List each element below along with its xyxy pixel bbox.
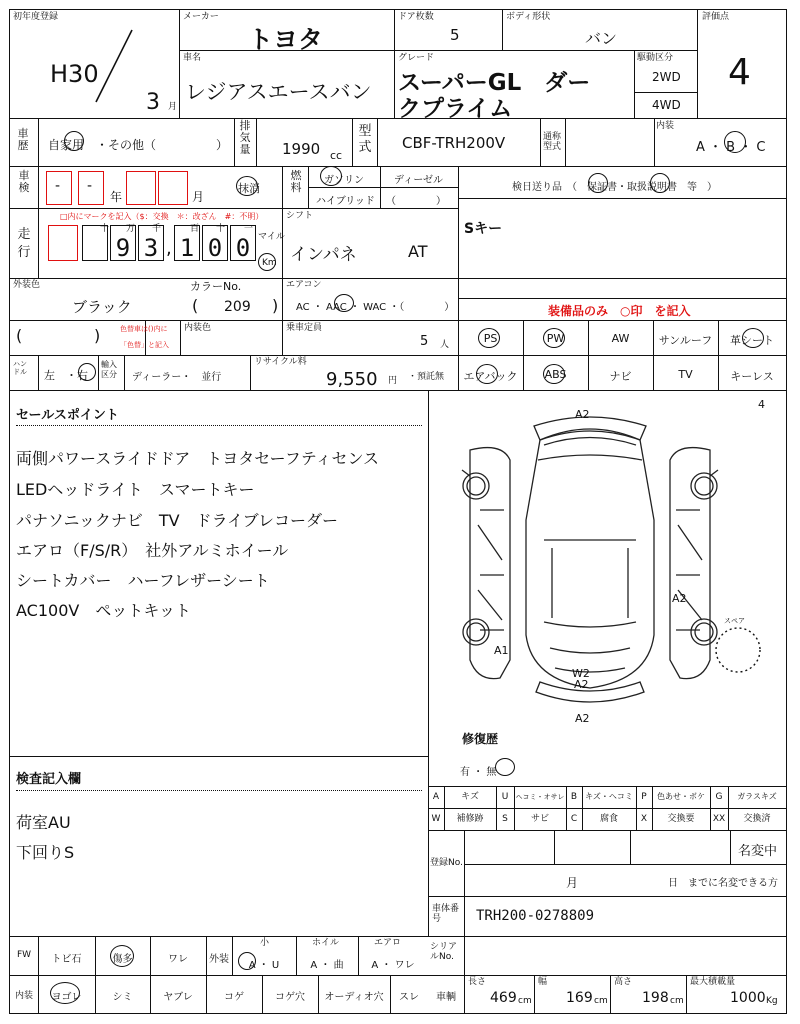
- diagram-mark-2: A2: [672, 592, 687, 605]
- aero-opts: A ・ ワレ: [371, 960, 415, 971]
- legend-0-2: U: [501, 792, 509, 802]
- ac-circle: [334, 294, 354, 312]
- fuel-paren: （ ）: [386, 196, 446, 207]
- digit-label-0: 十: [100, 224, 110, 234]
- car-diagram: [440, 400, 780, 730]
- reg-day-deadline: 日 までに名変できる方: [668, 878, 778, 889]
- shift-label: シフト: [286, 211, 314, 221]
- legend-0-6: P: [641, 792, 647, 802]
- repair-none-circle: [495, 758, 515, 776]
- color-no-value: 209: [224, 299, 251, 315]
- body-type-value: バン: [585, 29, 618, 48]
- interior-item-7: スレ: [399, 992, 419, 1003]
- legend-1-7: 交換要: [667, 814, 695, 824]
- sales-line-4: エアロ（F/S/R） 社外アルミホイール: [16, 541, 289, 560]
- interior-item-1-circle: [50, 982, 80, 1004]
- displacement-label: 排気量: [239, 119, 251, 156]
- capacity-label: 乗車定員: [286, 323, 323, 333]
- recycle-label: リサイクル料: [254, 357, 307, 367]
- mileage-comma: ,: [166, 238, 172, 259]
- width-unit: cm: [594, 996, 608, 1006]
- legend-1-2: S: [502, 814, 508, 824]
- diagram-page-number: 4: [758, 398, 765, 411]
- score-value: 4: [728, 52, 751, 93]
- length-value: 469: [490, 990, 517, 1006]
- wheel-opts: A ・ 曲: [310, 960, 344, 971]
- import-label: 輸入区分: [101, 360, 117, 379]
- legend-0-8: G: [715, 792, 723, 802]
- interior-item-3: ヤブレ: [163, 992, 193, 1003]
- digit-label-1: 万: [126, 224, 136, 234]
- first-reg-month: 3: [146, 90, 160, 115]
- equip-tv: TV: [678, 368, 693, 381]
- legend-1-1: 補修跡: [456, 814, 484, 824]
- inspection-notes-title: 検査記入欄: [16, 772, 82, 787]
- maker-label: メーカー: [183, 12, 219, 22]
- bring-items: 検日送り品 （ 保証書・取扱説明書 等 ）: [512, 182, 717, 193]
- max-load-label: 最大積載量: [690, 977, 736, 987]
- equip-pw-circle: [543, 328, 565, 348]
- small-opts-circle: [238, 952, 256, 970]
- first-reg-slash: [90, 26, 140, 106]
- equip-sunroof: サンルーフ: [658, 334, 713, 347]
- repaint-note-1: 色替車は()内に: [120, 325, 168, 333]
- insp-digit-1: -: [46, 171, 72, 205]
- model-value: CBF-TRH200V: [402, 134, 506, 152]
- bring-item-circle-1: [588, 173, 608, 193]
- score-label: 評価点: [702, 12, 730, 22]
- fuel-diesel: ディーゼル: [394, 175, 443, 186]
- insp-month-1: [126, 171, 156, 205]
- name-change: 名変中: [738, 844, 778, 859]
- grade-line1: スーパーGL ダー: [398, 70, 591, 96]
- interior-item-4: コゲ: [224, 992, 244, 1003]
- sales-points-title: セールスポイント: [16, 408, 119, 423]
- interior-grade-circle: [724, 131, 746, 153]
- small-label: 小: [260, 938, 270, 948]
- interior-grade: A ・ B ・ C: [696, 140, 766, 155]
- length-label: 長さ: [468, 977, 487, 987]
- fuel-label: 燃料: [290, 169, 302, 194]
- digit-label-2: 千: [152, 224, 162, 234]
- fw-item-2: 傷多: [112, 954, 133, 965]
- mileage-instruction: □内にマークを記入（$：交換 ＊：改ざん #：不明）: [60, 212, 264, 221]
- km-label: Km: [262, 258, 277, 268]
- insp-month-2: [158, 171, 188, 205]
- dims-label: 車輌: [436, 992, 456, 1003]
- legend-1-0: W: [431, 814, 441, 824]
- diagram-mark-5: A2: [574, 678, 589, 691]
- first-reg-label: 初年度登録: [13, 12, 59, 22]
- fuel-hybrid: ハイブリッド: [316, 196, 375, 207]
- recycle-deposit: ・預託無: [408, 372, 445, 382]
- displacement-value: 1990: [282, 140, 321, 158]
- history-label: 車歴: [17, 127, 29, 152]
- ac-options: AC ・ AAC ・ WAC ・（ ）: [296, 302, 455, 313]
- legend-0-1: キズ: [461, 792, 479, 802]
- equip-keyless: キーレス: [730, 370, 774, 383]
- inspection-line-1: 荷室AU: [16, 813, 71, 832]
- legend-1-8: XX: [712, 814, 726, 824]
- usage-circle: [64, 131, 84, 151]
- first-reg-year: H30: [50, 60, 99, 88]
- color-no-paren-open: (: [192, 296, 199, 315]
- sales-line-2: LEDヘッドライト スマートキー: [16, 480, 255, 499]
- sales-line-5: シートカバー ハーフレザーシート: [16, 571, 270, 590]
- equip-abs-circle: [543, 364, 565, 384]
- drive-2wd: 2WD: [652, 70, 681, 84]
- sales-line-3: パナソニックナビ TV ドライブレコーダー: [16, 511, 338, 530]
- serial-label: シリアルNo.: [430, 942, 458, 962]
- fw-item-2-circle: [110, 945, 134, 967]
- mileage-digit-box-4: 1: [174, 225, 200, 261]
- km-circle: [258, 253, 276, 271]
- equip-ps: PS: [483, 332, 498, 345]
- fw-item-3: ワレ: [168, 954, 188, 965]
- repaint-note-2: 「色替」と記入: [120, 341, 169, 349]
- legend-1-9: 交換済: [743, 814, 771, 824]
- interior-item-1: ヨゴレ: [51, 992, 82, 1003]
- repaint-paren-close: ): [94, 326, 101, 345]
- mileage-digit-box-0: [48, 225, 78, 261]
- car-name-value: レジアスエースバン: [185, 80, 372, 104]
- exterior-label: 外装: [209, 954, 229, 965]
- drive-label: 駆動区分: [637, 53, 674, 63]
- max-load-value: 1000: [730, 990, 766, 1006]
- length-unit: cm: [518, 996, 532, 1006]
- legend-1-4: C: [570, 814, 578, 824]
- width-value: 169: [566, 990, 593, 1006]
- digit-label-4: 十: [216, 224, 226, 234]
- drive-4wd: 4WD: [652, 98, 681, 112]
- maker-value: トヨタ: [248, 25, 324, 54]
- equip-airbag-circle: [476, 364, 498, 384]
- interior-row-label: 内装: [14, 991, 33, 1001]
- common-model-label: 通称型式: [543, 132, 562, 152]
- car-name-label: 車名: [183, 53, 202, 63]
- legend-0-5: キズ・ヘコミ: [585, 792, 633, 801]
- ac-label: エアコン: [286, 280, 322, 290]
- interior-label: 内装: [656, 121, 675, 131]
- interior-item-5: コゲ穴: [275, 992, 305, 1003]
- aero-label: エアロ: [374, 938, 402, 948]
- interior-item-6: オーディオ穴: [324, 992, 384, 1003]
- grade-line2: クプライム: [398, 96, 513, 122]
- insp-expired: 抹消: [238, 182, 260, 195]
- doors-value: 5: [450, 26, 460, 44]
- repair-history-options: 有 ・ 無: [460, 767, 497, 778]
- fuel-gasoline: ガソリン: [324, 175, 364, 186]
- legend-1-3: サビ: [530, 814, 549, 824]
- mileage-label: 走行: [17, 227, 31, 260]
- legend-0-9: ガラスキズ: [737, 792, 777, 801]
- equip-navi: ナビ: [609, 370, 632, 383]
- equip-abs: ABS: [544, 368, 567, 381]
- equip-leather: 革シート: [730, 334, 774, 347]
- reg-month: 月: [566, 876, 579, 890]
- inspection-line-2: 下回りS: [16, 843, 75, 862]
- digit-label-3: 百: [190, 224, 200, 234]
- model-label: 型式: [358, 124, 372, 155]
- handle-side: 左 ・右: [44, 369, 88, 382]
- height-label: 高さ: [614, 977, 633, 987]
- insp-month-unit: 月: [192, 190, 205, 204]
- notes-title: Sキー: [464, 221, 503, 237]
- displacement-unit: cc: [330, 149, 343, 162]
- handle-side-circle: [78, 363, 96, 381]
- interior-color-label: 内装色: [184, 323, 212, 333]
- equip-ps-circle: [478, 328, 500, 348]
- sales-line-6: AC100V ペットキット: [16, 601, 192, 620]
- height-value: 198: [642, 990, 669, 1006]
- equip-airbag: エアバック: [463, 370, 518, 383]
- fuel-gasoline-circle: [320, 166, 342, 186]
- mileage-digit-box-6: 0: [230, 225, 256, 261]
- fw-item-1: トビ石: [51, 954, 82, 965]
- legend-0-7: 色あせ・ボケ: [657, 792, 705, 801]
- handle-label: ハンドル: [13, 360, 27, 376]
- mileage-digit-box-5: 0: [202, 225, 228, 261]
- doors-label: ドア枚数: [398, 12, 434, 22]
- grade-label: グレード: [398, 53, 435, 63]
- digit-label-5: 一: [244, 224, 254, 234]
- month-unit: 月: [168, 102, 178, 112]
- capacity-value: 5: [420, 334, 429, 349]
- inspection-label: 車検: [18, 169, 30, 194]
- legend-0-3: ヘコミ・オサレ: [515, 793, 565, 801]
- bring-item-circle-2: [650, 173, 670, 193]
- color-no-label: カラーNo.: [190, 280, 242, 293]
- diagram-mark-4: W2: [572, 667, 590, 680]
- body-type-label: ボディ形状: [506, 12, 551, 22]
- exterior-color-label: 外装色: [13, 280, 41, 290]
- vin-label: 車体番号: [432, 904, 460, 924]
- small-opts: A ・ U: [248, 960, 280, 971]
- legend-0-0: A: [432, 792, 440, 802]
- reg-no-label: 登録No.: [430, 858, 463, 868]
- insp-year-unit: 年: [110, 190, 123, 204]
- interior-item-2: シミ: [112, 992, 133, 1003]
- recycle-fee: 9,550: [326, 369, 378, 390]
- fw-label: FW: [16, 950, 32, 960]
- vin-value: TRH200-0278809: [476, 908, 595, 924]
- repair-history-label: 修復歴: [462, 732, 499, 746]
- usage-value: 自家用 ・その他（ ）: [48, 138, 229, 152]
- max-load-unit: Kg: [766, 996, 778, 1006]
- capacity-unit: 人: [440, 340, 450, 350]
- width-label: 幅: [538, 977, 548, 987]
- equip-aw: AW: [611, 332, 630, 345]
- repaint-paren-open: (: [16, 326, 23, 345]
- equip-leather-circle: [742, 328, 764, 348]
- color-no-paren-close: ): [272, 296, 279, 315]
- legend-1-6: X: [640, 814, 648, 824]
- mileage-digit-box-2: 9: [110, 225, 136, 261]
- mileage-digit-box-3: 3: [138, 225, 164, 261]
- shift-position: インパネ: [290, 245, 357, 265]
- insp-digit-2: -: [78, 171, 104, 205]
- diagram-mark-6: A2: [575, 712, 590, 725]
- exterior-color-value: ブラック: [72, 298, 132, 316]
- wheel-label: ホイル: [312, 938, 340, 948]
- diagram-mark-1: A2: [575, 408, 590, 421]
- equip-pw: PW: [546, 332, 565, 345]
- shift-type: AT: [408, 242, 428, 261]
- import-options: ディーラー・ 並行: [132, 372, 222, 383]
- mile-label: マイル: [258, 232, 285, 242]
- legend-1-5: 腐食: [599, 814, 618, 824]
- spare-label: スペア: [724, 617, 745, 625]
- legend-0-4: B: [570, 792, 578, 802]
- diagram-mark-3: A1: [494, 644, 509, 657]
- insp-expired-circle: [236, 176, 258, 196]
- equipment-header: 装備品のみ ○印 を記入: [548, 304, 691, 318]
- height-unit: cm: [670, 996, 684, 1006]
- recycle-unit: 円: [388, 376, 398, 386]
- sales-line-1: 両側パワースライドドア トヨタセーフティセンス: [16, 449, 380, 468]
